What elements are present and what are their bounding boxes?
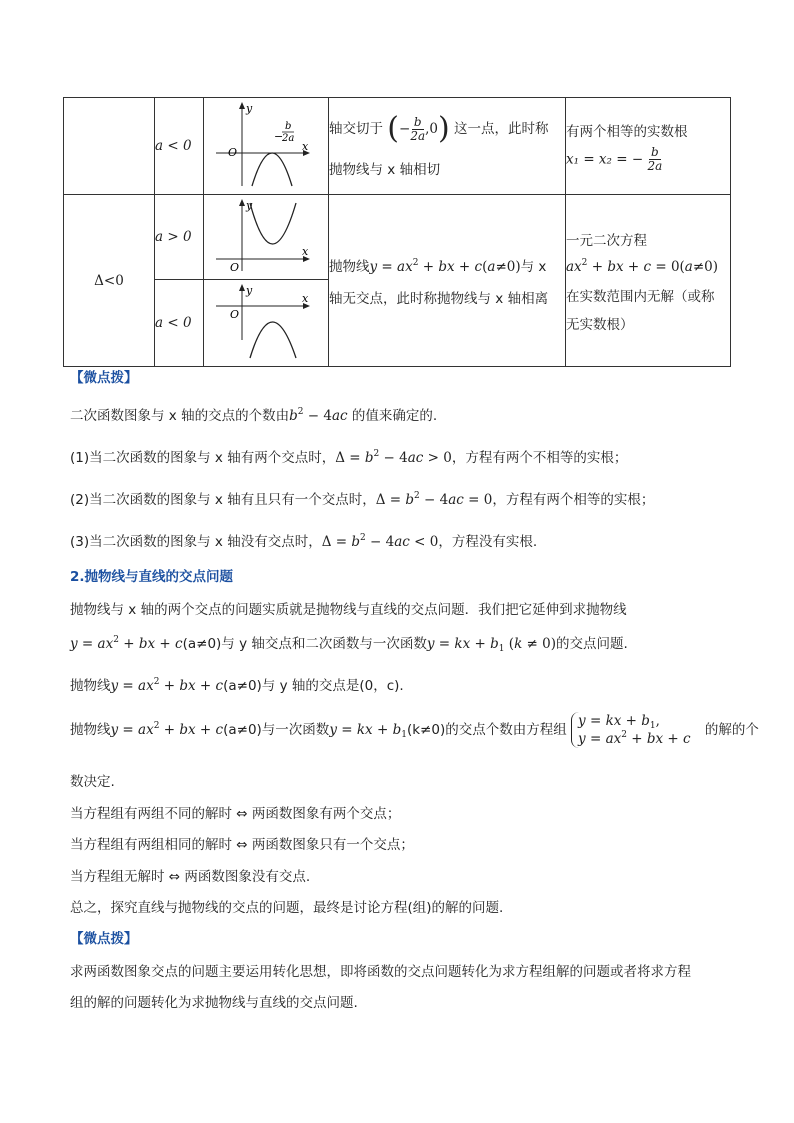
equation-system: y = kx + $b_1$, $y = ax^2$ + bx + c <box>571 712 691 748</box>
graph-opens-down <box>204 280 329 367</box>
section-p1-line1: 抛物线与 x 轴的两个交点的问题实质就是抛物线与直线的交点问题．我们把它延伸到求抛物线 <box>70 602 627 618</box>
desc-no-intersection: 抛物线$y = ax^2$ + bx + c(a≠0)与 x 轴无交点，此时称抛物线与 x 轴相离 <box>329 195 566 367</box>
parabola-up-graph <box>204 195 329 275</box>
condition-3: 当方程组无解时 ⇔ 两函数图象没有交点. <box>70 869 311 885</box>
note-intro: 二次函数图象与 x 轴的交点的个数由$b^2 - 4ac$ 的值来确定的. <box>70 407 438 424</box>
vertex-sign: − <box>274 130 284 143</box>
origin-label: O <box>228 146 238 159</box>
roots-none: 一元二次方程 $ax^2$ + bx + c = 0(a≠0) 在实数范围内无解（或称 无实数根） <box>566 195 731 367</box>
delta-negative: Δ<0 <box>64 195 155 367</box>
svg-text:O: O <box>230 261 240 274</box>
note-heading-2: 【微点拨】 <box>70 931 138 947</box>
note2-line2: 组的解的问题转化为求抛物线与直线的交点问题. <box>70 995 358 1011</box>
svg-text:O: O <box>230 308 240 321</box>
graph-tangent <box>204 98 329 195</box>
section-p3: 抛物线$y = ax^2$ + bx + c(a≠0)与一次函数y = kx + $b_1(k\ne 0)$的交点个数由方程组 y = kx + $b_1$, $y = ax^2$ + bx + c 的解的个 <box>70 713 759 747</box>
note-item-1: (1)当二次函数的图象与 x 轴有两个交点时，$\Delta = b^2 - 4ac > 0$，方程有两个不相等的实根； <box>70 449 628 466</box>
y-axis-label: y <box>246 102 253 115</box>
section-p3-line2: 数决定. <box>70 774 115 790</box>
svg-text:x: x <box>302 245 309 258</box>
desc-tangent: 轴交切于 (− $\frac{b}{2a}$ ,0) 这一点，此时称 抛物线与 x 轴相切 <box>329 98 566 195</box>
parabola-table <box>63 97 731 367</box>
note-item-3: (3)当二次函数的图象与 x 轴没有交点时，$\Delta = b^2 - 4ac < 0$，方程没有实根. <box>70 533 538 550</box>
a-condition: a < 0 <box>155 98 204 195</box>
a-condition-negative: a < 0 <box>155 280 204 367</box>
svg-text:y: y <box>246 199 253 212</box>
x-axis-label: x <box>302 140 309 153</box>
delta-cell-empty <box>64 98 155 195</box>
condition-2: 当方程组有两组相同的解时 ⇔ 两函数图象只有一个交点； <box>70 837 414 853</box>
section-p2: 抛物线$y = ax^2$ + bx + c(a≠0)与 y 轴的交点是(0，c). <box>70 677 404 694</box>
svg-text:y: y <box>246 284 253 297</box>
summary: 总之，探究直线与抛物线的交点的问题，最终是讨论方程(组)的解的问题. <box>70 900 504 916</box>
note-heading-1: 【微点拨】 <box>70 370 138 386</box>
a-condition-positive: a > 0 <box>155 195 204 280</box>
note-item-2: (2)当二次函数的图象与 x 轴有且只有一个交点时，$\Delta = b^2 - 4ac = 0$，方程有两个相等的实根； <box>70 491 655 508</box>
condition-1: 当方程组有两组不同的解时 ⇔ 两函数图象有两个交点； <box>70 806 401 822</box>
vertex-num: b <box>285 121 292 132</box>
parabola-down-graph <box>204 280 329 362</box>
svg-text:x: x <box>302 292 309 305</box>
roots-equal: 有两个相等的实数根 x₁ = x₂ = − $\frac{b}{2a}$ <box>566 98 731 195</box>
note2-line1: 求两函数图象交点的问题主要运用转化思想，即将函数的交点问题转化为求方程组解的问题或者将求方程 <box>70 964 691 980</box>
vertex-den: 2a <box>282 133 295 144</box>
section-p1-line2: $y = ax^2$ + bx + c(a≠0)与 y 轴交点和二次函数与一次函数y = kx + $b_1$ (k ≠ 0)的交点问题. <box>70 635 628 654</box>
parabola-tangent-graph <box>204 98 329 190</box>
graph-opens-up <box>204 195 329 280</box>
section-title: 2.抛物线与直线的交点问题 <box>70 569 234 585</box>
